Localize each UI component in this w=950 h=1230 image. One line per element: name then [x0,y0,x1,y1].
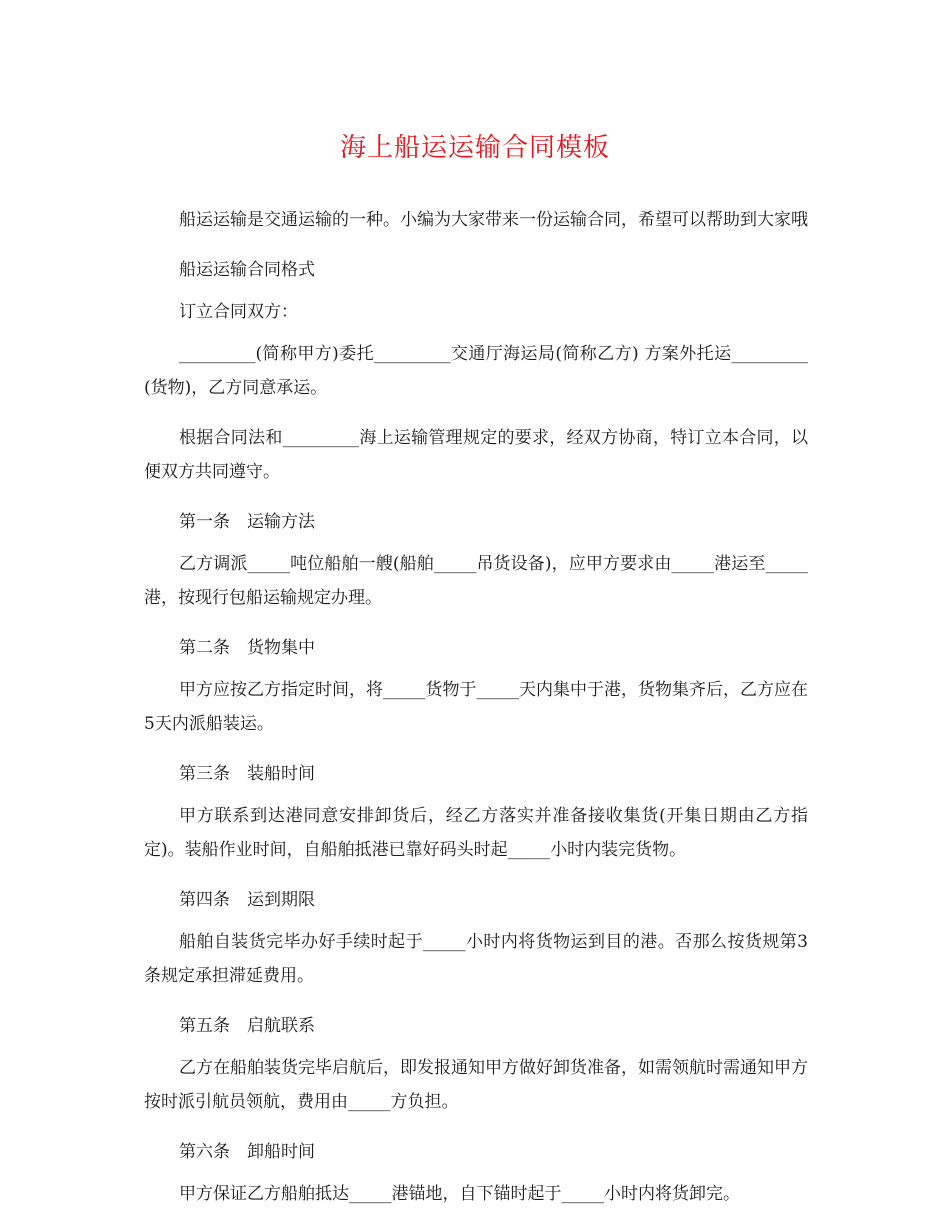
article-1-body: 乙方调派_____吨位船舶一艘(船舶_____吊货设备)，应甲方要求由_____港运至_____港，按现行包船运输规定办理。 [144,554,808,608]
paragraph-format-heading: 船运运输合同格式 [179,260,315,280]
article-6-heading: 第六条 卸船时间 [179,1142,315,1162]
article-3-heading: 第三条 装船时间 [179,764,315,784]
paragraph-parties-heading: 订立合同双方： [179,302,298,322]
document-title: 海上船运运输合同模板 [339,133,610,163]
paragraph-intro: 船运运输是交通运输的一种。小编为大家带来一份运输合同，希望可以帮助到大家哦 [179,210,808,230]
article-3-body: 甲方联系到达港同意安排卸货后，经乙方落实并准备接收集货(开集日期由乙方指定)。装船作业时间，自船舶抵港已靠好码头时起_____小时内装完货物。 [144,806,808,860]
document-body [144,203,808,1227]
article-2-body: 甲方应按乙方指定时间，将_____货物于_____天内集中于港，货物集齐后，乙方应在5天内派船装运。 [144,680,808,734]
article-4-body: 船舶自装货完毕办好手续时起于_____小时内将货物运到目的港。否那么按货规第3条规定承担滞延费用。 [144,932,808,986]
paragraph-parties: _________(简称甲方)委托_________交通厅海运局(简称乙方) 方案外托运_________(货物)，乙方同意承运。 [144,344,808,398]
article-5-heading: 第五条 启航联系 [179,1016,315,1036]
article-6-body: 甲方保证乙方船舶抵达_____港锚地，自下锚时起于_____小时内将货卸完。 [179,1184,740,1204]
article-4-heading: 第四条 运到期限 [179,890,315,910]
article-2-heading: 第二条 货物集中 [179,638,315,658]
article-1-heading: 第一条 运输方法 [179,512,315,532]
article-5-body: 乙方在船舶装货完毕启航后，即发报通知甲方做好卸货准备，如需领航时需通知甲方按时派引航员领航，费用由_____方负担。 [144,1058,808,1112]
paragraph-basis: 根据合同法和_________海上运输管理规定的要求，经双方协商，特订立本合同，以便双方共同遵守。 [144,428,808,482]
